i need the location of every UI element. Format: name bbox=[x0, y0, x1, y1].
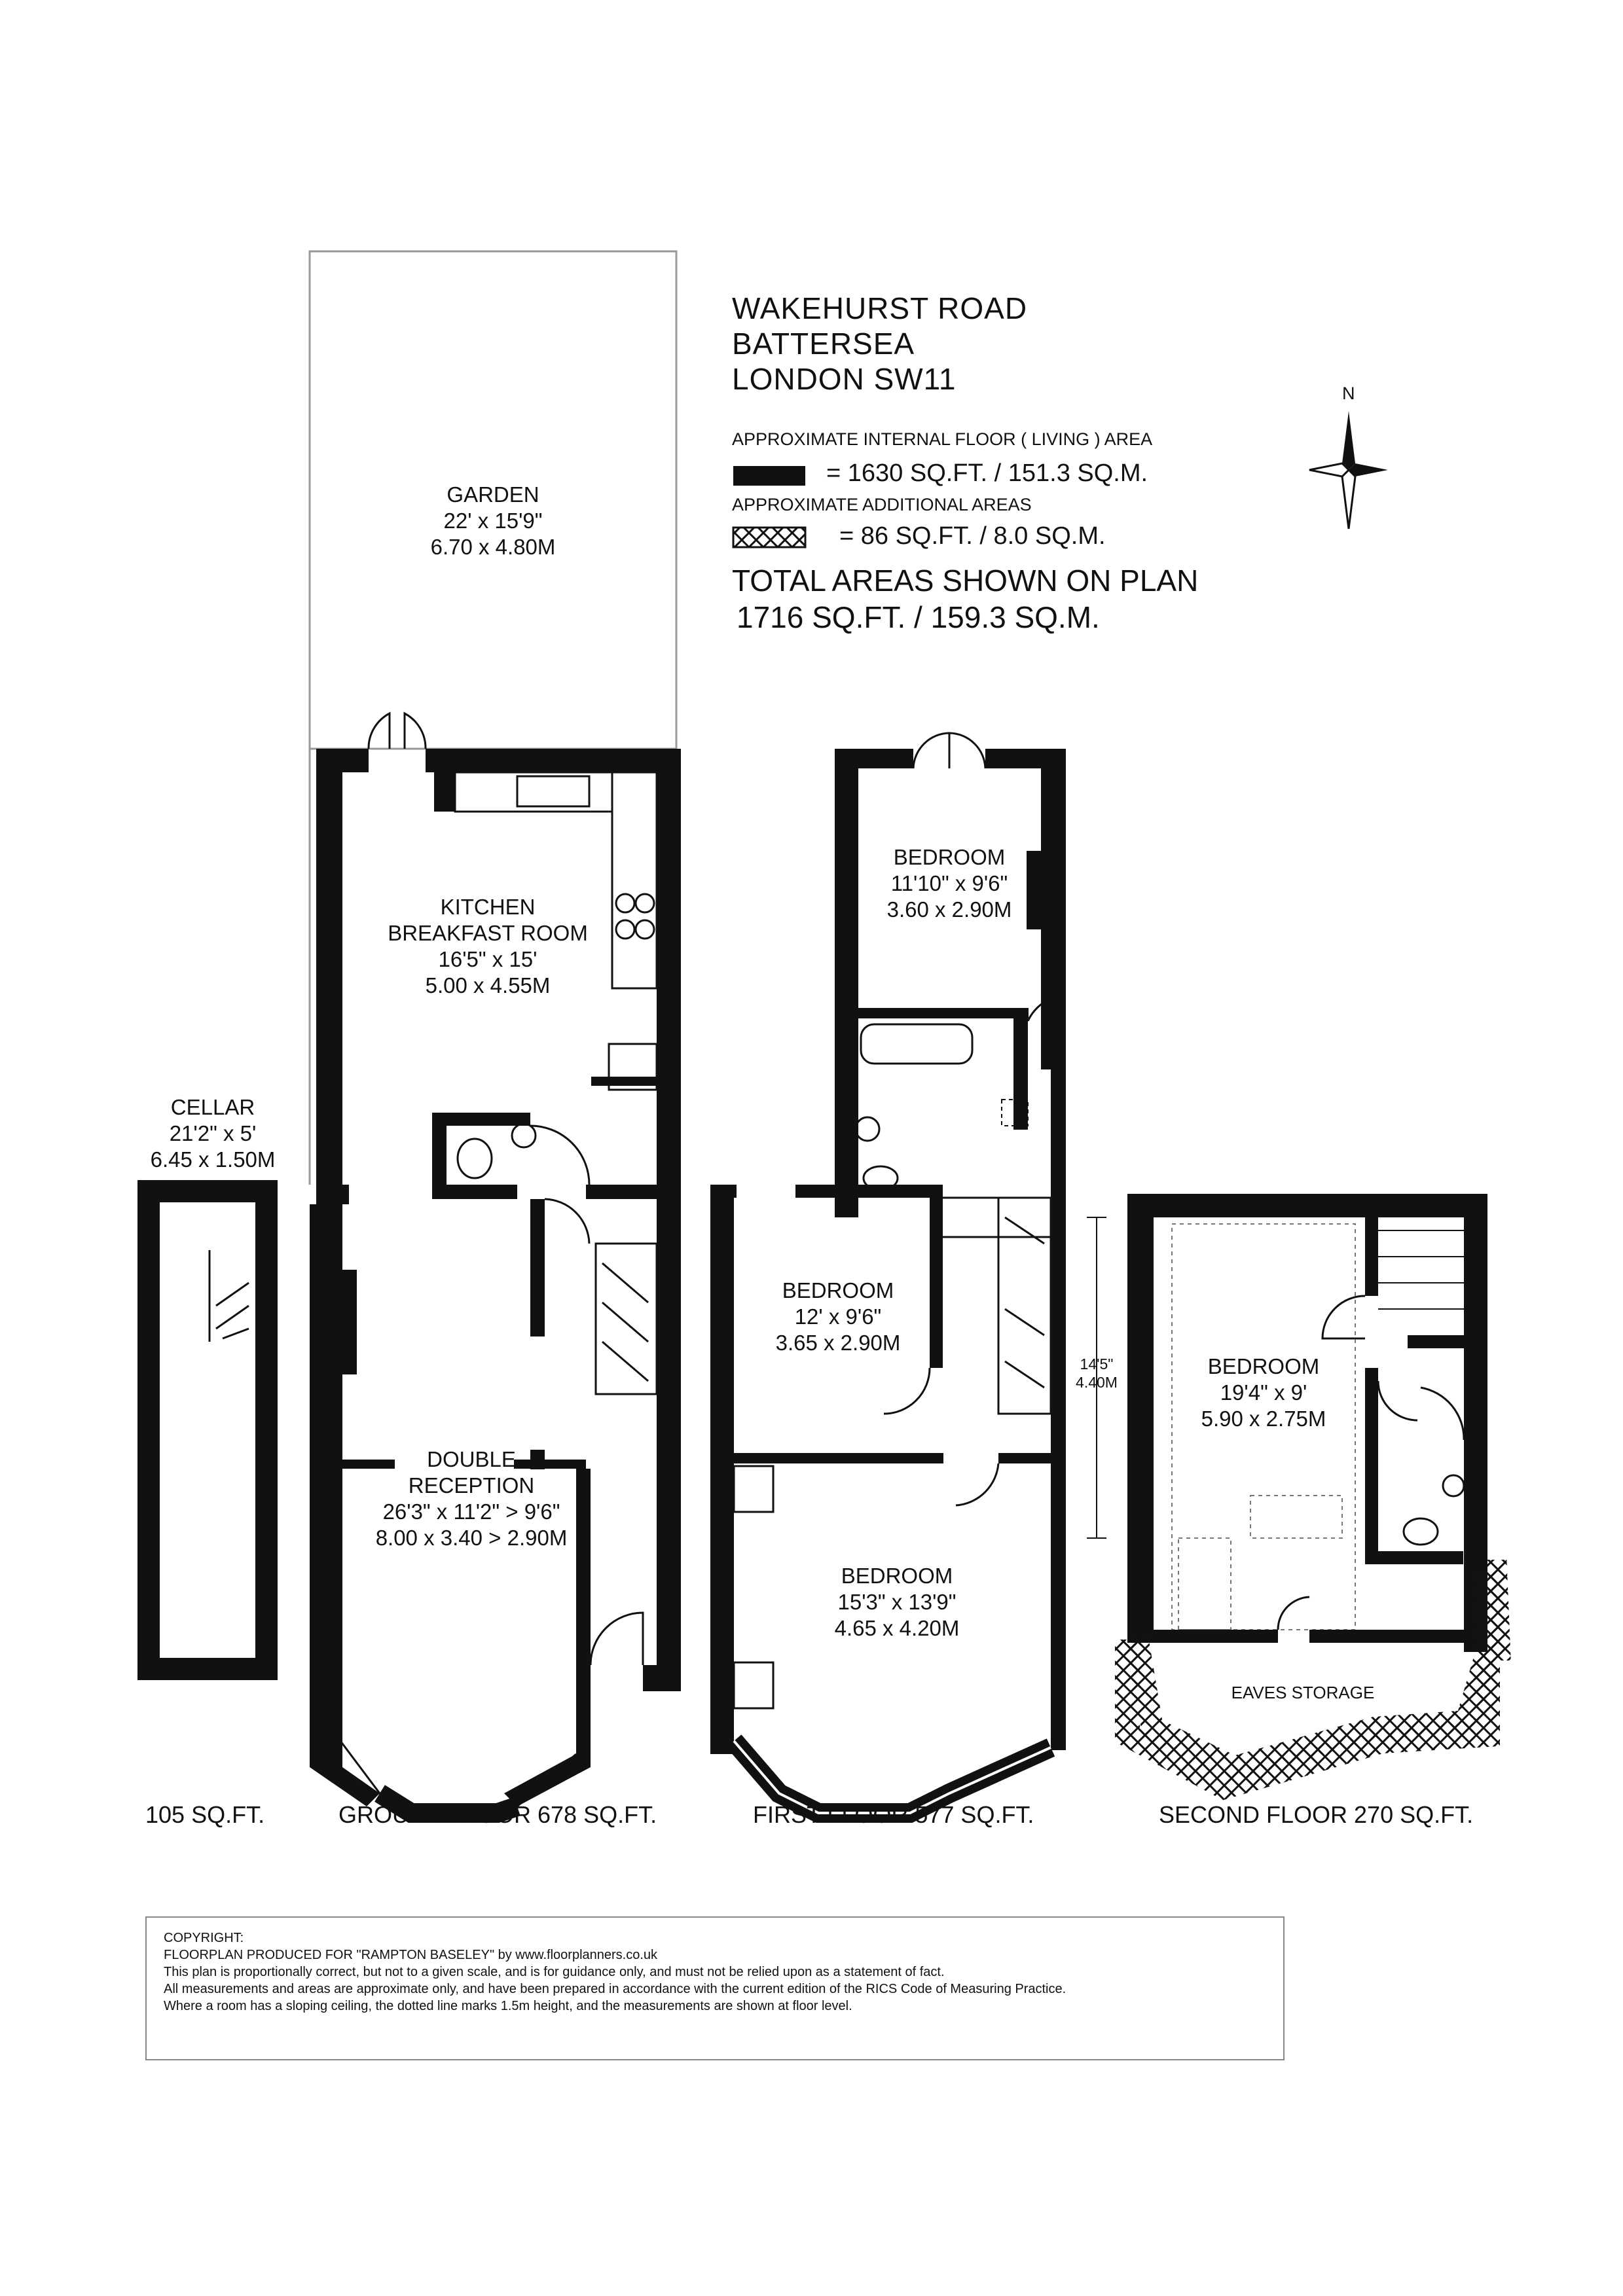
basin-icon bbox=[512, 1124, 536, 1147]
room-name: CELLAR bbox=[170, 1095, 255, 1119]
room-name: BEDROOM bbox=[782, 1278, 894, 1302]
floor-label-second: SECOND FLOOR 270 SQ.FT. bbox=[1159, 1801, 1474, 1828]
sink-icon bbox=[517, 776, 589, 806]
address-line-1: WAKEHURST ROAD bbox=[732, 291, 1028, 325]
room-reception bbox=[340, 1446, 602, 1551]
basin-icon bbox=[856, 1117, 879, 1141]
room-imperial: 21'2" x 5' bbox=[169, 1121, 257, 1145]
compass-north-label: N bbox=[1342, 384, 1355, 403]
room-name: BEDROOM bbox=[893, 845, 1006, 869]
room-imperial: 26'3" x 11'2" > 9'6" bbox=[382, 1499, 560, 1524]
room-name: GARDEN bbox=[447, 482, 539, 507]
room-metric: 6.70 x 4.80M bbox=[430, 535, 556, 559]
additional-area-swatch bbox=[733, 528, 805, 547]
room-name: KITCHEN bbox=[440, 895, 536, 919]
room-name-2: RECEPTION bbox=[408, 1473, 535, 1498]
room-name-2: BREAKFAST ROOM bbox=[388, 921, 588, 945]
floor-label-ground: GROUND FLOOR 678 SQ.FT. bbox=[338, 1801, 657, 1828]
total-area-label: TOTAL AREAS SHOWN ON PLAN bbox=[732, 564, 1199, 598]
room-bedroom-second bbox=[1165, 1354, 1362, 1432]
room-cellar bbox=[115, 1094, 311, 1173]
internal-area-label: APPROXIMATE INTERNAL FLOOR ( LIVING ) AREA bbox=[732, 429, 1153, 449]
room-metric: 8.00 x 3.40 > 2.90M bbox=[375, 1526, 568, 1550]
toilet-icon bbox=[1404, 1518, 1438, 1545]
additional-area-value: = 86 SQ.FT. / 8.0 SQ.M. bbox=[839, 522, 1106, 550]
living-area-swatch bbox=[733, 466, 805, 486]
room-garden bbox=[382, 482, 604, 560]
copyright-line-3: All measurements and areas are approximate only, and have been prepared in accordance with the current edition of the RICS Code of Measuring Practice. bbox=[164, 1982, 1067, 1996]
copyright-line-4: Where a room has a sloping ceiling, the dotted line marks 1.5m height, and the measurements are shown at floor level. bbox=[164, 1999, 852, 2013]
dimension-imperial: 14'5" bbox=[1080, 1355, 1114, 1372]
additional-area-label: APPROXIMATE ADDITIONAL AREAS bbox=[732, 495, 1032, 514]
copyright-line-2: This plan is proportionally correct, but not to a given scale, and is for guidance only, and must not be relied upon as a statement of fact. bbox=[164, 1965, 945, 1979]
room-metric: 5.90 x 2.75M bbox=[1201, 1407, 1326, 1431]
room-imperial: 15'3" x 13'9" bbox=[837, 1590, 957, 1614]
room-kitchen bbox=[337, 894, 638, 999]
room-name: BEDROOM bbox=[1207, 1354, 1320, 1378]
room-metric: 3.65 x 2.90M bbox=[775, 1331, 901, 1355]
copyright-box bbox=[145, 1916, 1285, 2060]
room-bedroom-rear bbox=[858, 844, 1041, 923]
room-imperial: 11'10" x 9'6" bbox=[890, 871, 1008, 895]
address-line-2: BATTERSEA bbox=[732, 327, 915, 361]
cellar-plan bbox=[149, 1191, 266, 1669]
room-name: DOUBLE bbox=[427, 1447, 516, 1471]
room-bedroom-front bbox=[805, 1563, 989, 1641]
room-eaves-storage bbox=[1192, 1679, 1414, 1706]
internal-area-value: = 1630 SQ.FT. / 151.3 SQ.M. bbox=[826, 459, 1148, 487]
room-imperial: 12' x 9'6" bbox=[794, 1304, 882, 1329]
room-name: BEDROOM bbox=[841, 1564, 953, 1588]
room-bedroom-middle bbox=[753, 1278, 923, 1356]
floor-label-cellar: 105 SQ.FT. bbox=[145, 1801, 265, 1828]
room-imperial: 22' x 15'9" bbox=[443, 509, 543, 533]
compass-rose-icon bbox=[1309, 411, 1388, 529]
total-area-value: 1716 SQ.FT. / 159.3 SQ.M. bbox=[737, 600, 1100, 634]
room-metric: 5.00 x 4.55M bbox=[425, 973, 551, 997]
address-line-3: LONDON SW11 bbox=[732, 362, 957, 396]
room-metric: 6.45 x 1.50M bbox=[150, 1147, 276, 1172]
dimension-metric: 4.40M bbox=[1076, 1374, 1118, 1391]
room-imperial: 16'5" x 15' bbox=[438, 947, 538, 971]
basin-icon bbox=[1443, 1475, 1464, 1496]
room-imperial: 19'4" x 9' bbox=[1220, 1380, 1307, 1405]
toilet-icon bbox=[458, 1139, 492, 1178]
ground-floor-plan bbox=[310, 713, 681, 1813]
height-dimension-label bbox=[1061, 1355, 1133, 1391]
copyright-title: COPYRIGHT: bbox=[164, 1931, 244, 1945]
bath-icon bbox=[861, 1024, 972, 1064]
room-name: EAVES STORAGE bbox=[1231, 1683, 1375, 1702]
room-metric: 3.60 x 2.90M bbox=[886, 897, 1012, 922]
address-block bbox=[732, 291, 1027, 397]
floor-label-first: FIRST FLOOR 577 SQ.FT. bbox=[753, 1801, 1034, 1828]
room-metric: 4.65 x 4.20M bbox=[834, 1616, 960, 1640]
copyright-line-1: FLOORPLAN PRODUCED FOR "RAMPTON BASELEY" by www.floorplanners.co.uk bbox=[164, 1948, 658, 1962]
